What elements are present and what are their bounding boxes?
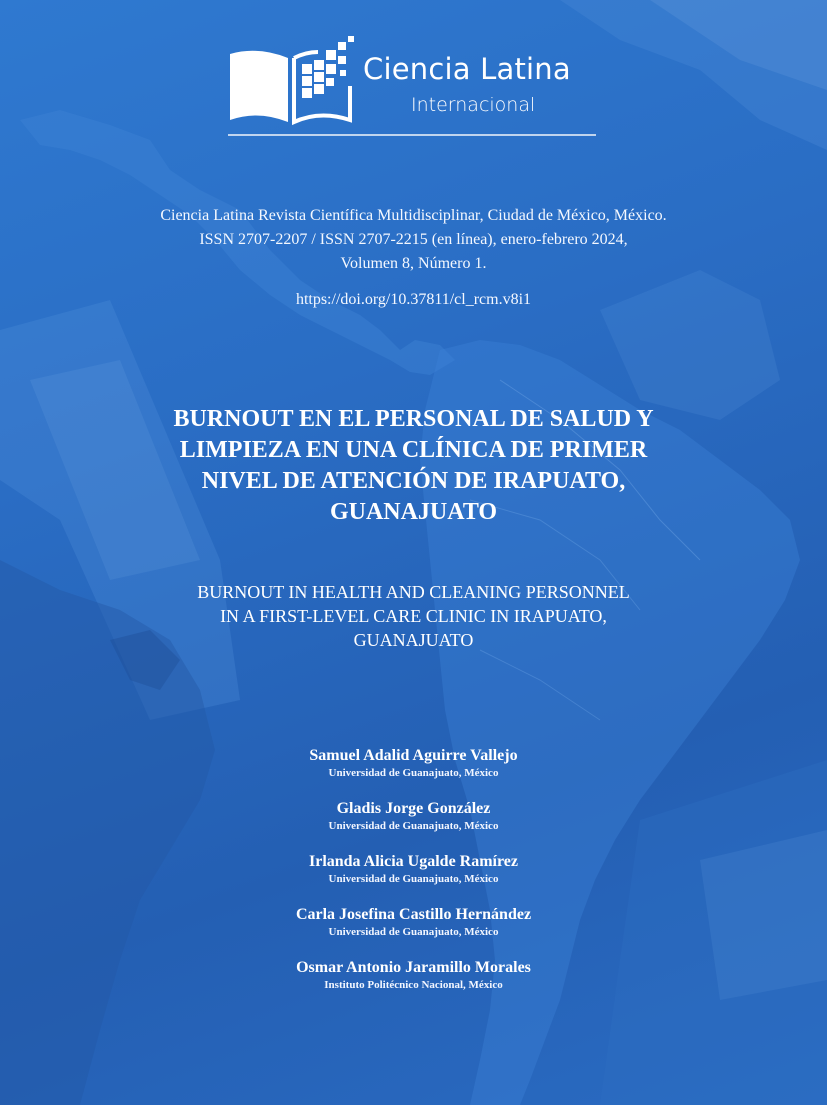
author-name: Gladis Jorge González: [336, 800, 491, 817]
author-affiliation: Universidad de Guanajuato, México: [328, 820, 499, 832]
journal-issn: ISSN 2707-2207 / ISSN 2707-2215 (en línea), enero-febrero 2024,: [199, 231, 628, 248]
article-title-english: [100, 580, 727, 652]
logo-divider: [228, 134, 596, 136]
author-affiliation: Universidad de Guanajuato, México: [328, 873, 499, 885]
logo-name: Ciencia Latina: [363, 52, 571, 86]
author-list: [150, 746, 677, 1011]
journal-doi-link[interactable]: https://doi.org/10.37811/cl_rcm.v8i1: [295, 291, 532, 308]
author-affiliation: Instituto Politécnico Nacional, México: [324, 979, 503, 991]
journal-name: Ciencia Latina Revista Científica Multidisciplinar, Ciudad de México, México.: [160, 207, 667, 224]
author-name: Irlanda Alicia Ugalde Ramírez: [308, 853, 519, 870]
title-en-line: IN A FIRST-LEVEL CARE CLINIC IN IRAPUATO,: [220, 606, 607, 626]
author-name: Samuel Adalid Aguirre Vallejo: [309, 747, 518, 764]
author-entry: [150, 852, 677, 905]
open-book-pixel-icon: [228, 36, 356, 128]
author-affiliation: Universidad de Guanajuato, México: [328, 926, 499, 938]
author-affiliation: Universidad de Guanajuato, México: [328, 767, 499, 779]
title-es-line: BURNOUT EN EL PERSONAL DE SALUD Y: [173, 406, 654, 432]
author-name: Osmar Antonio Jaramillo Morales: [296, 959, 531, 976]
title-es-line: NIVEL DE ATENCIÓN DE IRAPUATO,: [201, 468, 626, 494]
author-entry: [150, 905, 677, 958]
author-entry: [150, 958, 677, 1011]
article-title-spanish: [100, 404, 727, 528]
title-es-line: GUANAJUATO: [329, 499, 498, 525]
author-entry: [150, 799, 677, 852]
author-name: Carla Josefina Castillo Hernández: [295, 906, 532, 923]
title-es-line: LIMPIEZA EN UNA CLÍNICA DE PRIMER: [179, 437, 648, 463]
logo-subtitle: Internacional: [411, 94, 536, 116]
title-en-line: BURNOUT IN HEALTH AND CLEANING PERSONNEL: [197, 582, 630, 602]
journal-logo: [228, 36, 598, 140]
title-en-line: GUANAJUATO: [353, 630, 474, 650]
journal-volume: Volumen 8, Número 1.: [340, 255, 487, 272]
author-entry: [150, 746, 677, 799]
